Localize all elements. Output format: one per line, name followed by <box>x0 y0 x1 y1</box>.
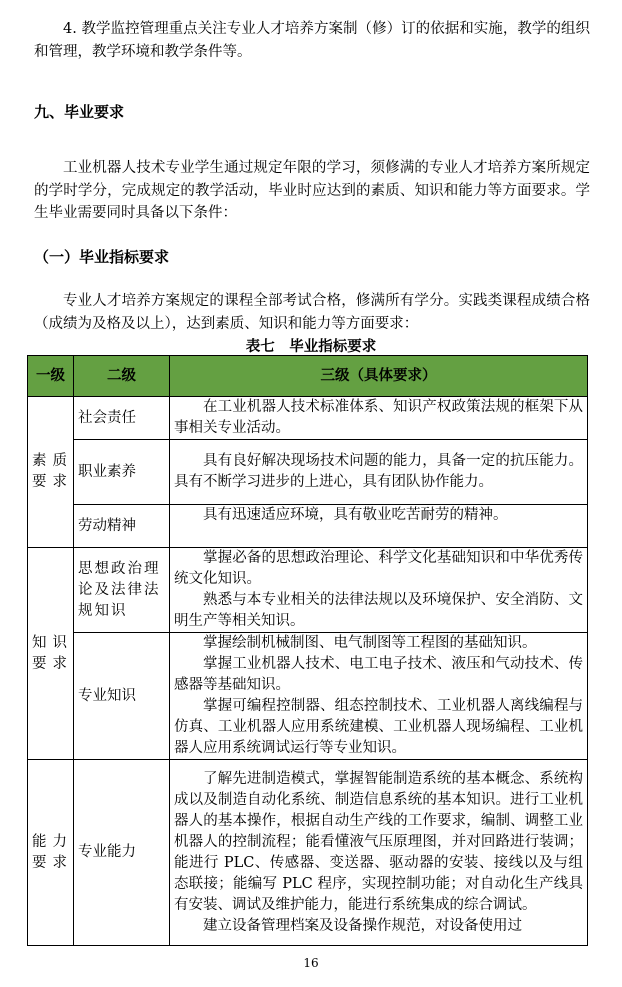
graduation-indicator-table <box>27 355 588 946</box>
paragraph-graduation-intro: 工业机器人技术专业学生通过规定年限的学习，须修满的专业人才培养方案所规定的学时学分，完成规定的教学活动，毕业时应达到的素质、知识和能力等方面要求。学生毕业需要同时具备以下条件： <box>34 160 590 221</box>
table-row <box>28 548 588 633</box>
level1-knowledge: 知识 要求 <box>28 548 74 760</box>
page-number: 16 <box>303 956 319 970</box>
header-level1: 一级 <box>28 356 74 397</box>
header-level2: 二级 <box>74 356 170 397</box>
level2-cell: 思想政治理论及法律法规知识 <box>74 548 170 633</box>
level2-cell: 劳动精神 <box>74 505 170 548</box>
level2-cell: 职业素养 <box>74 440 170 505</box>
table-row <box>28 505 588 548</box>
level1-quality: 素质 要求 <box>28 397 74 548</box>
section-heading-graduation-requirements: 九、毕业要求 <box>34 103 125 121</box>
header-level3: 三级（具体要求） <box>170 356 588 397</box>
level3-cell: 在工业机器人技术标准体系、知识产权政策法规的框架下从事相关专业活动。 <box>170 397 588 440</box>
table-row <box>28 760 588 946</box>
level2-cell: 专业能力 <box>74 760 170 946</box>
table-header-row <box>28 356 588 397</box>
level2-cell: 社会责任 <box>74 397 170 440</box>
level3-cell: 具有良好解决现场技术问题的能力，具备一定的抗压能力。具有不断学习进步的上进心，具有团队协作能力。 <box>170 440 588 505</box>
paragraph-teaching-monitoring: 4. 教学监控管理重点关注专业人才培养方案制（修）订的依据和实施，教学的组织和管理，教学环境和教学条件等。 <box>34 21 590 60</box>
table-caption: 表七 毕业指标要求 <box>245 339 377 355</box>
table-row <box>28 633 588 760</box>
level2-cell: 专业知识 <box>74 633 170 760</box>
level3-cell: 掌握绘制机械制图、电气制图等工程图的基础知识。 掌握工业机器人技术、电工电子技术、液压和气动技术、传感器等基础知识。 掌握可编程控制器、组态控制技术、工业机器人离线编程与仿真、工业机器人应用系统建模、工业机器人现场编程、工业机器人应用系统调试运行等专业知识。 <box>170 633 588 760</box>
table-row <box>28 440 588 505</box>
level3-cell: 具有迅速适应环境，具有敬业吃苦耐劳的精神。 <box>170 505 588 548</box>
level3-cell: 掌握必备的思想政治理论、科学文化基础知识和中华优秀传统文化知识。 熟悉与本专业相关的法律法规以及环境保护、安全消防、文明生产等相关知识。 <box>170 548 588 633</box>
paragraph-indicator-intro: 专业人才培养方案规定的课程全部考试合格，修满所有学分。实践类课程成绩合格（成绩为及格及以上），达到素质、知识和能力等方面要求： <box>34 293 590 332</box>
level3-cell: 了解先进制造模式，掌握智能制造系统的基本概念、系统构成以及制造自动化系统、制造信息系统的基本知识。进行工业机器人的基本操作，根据自动生产线的工作要求，编制、调整工业机器人的控制流程；能看懂液气压原理图，并对回路进行装调；能进行 PLC、传感器、变送器、驱动器的安装、接线以及与组态联接；能编写 PLC 程序，实现控制功能；对自动化生产线具有安装、调试及维护能力，能进行系统集成的综合调试。 建立设备管理档案及设备操作规范，对设备使用过 <box>170 760 588 946</box>
subsection-heading-indicators: （一）毕业指标要求 <box>34 248 170 266</box>
table-row <box>28 397 588 440</box>
level1-ability: 能力 要求 <box>28 760 74 946</box>
